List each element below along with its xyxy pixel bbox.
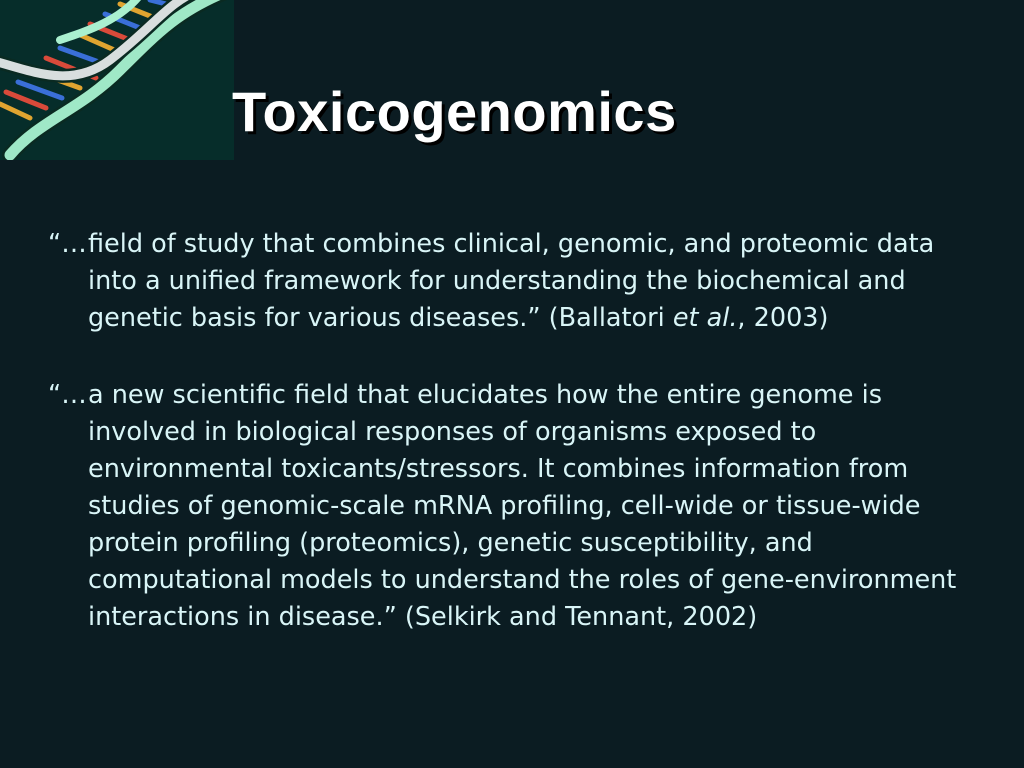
quote-text: a new scientific field that elucidates how the entire genome is involved in biological responses of organisms exposed to environmental toxicants/stressors. It combines information from studies of genomic-scale mRNA profiling, cell-wide or tissue-wide protein profiling (proteomics), genetic susceptibility, and computational models to understand the roles of gene-environment interactions in disease.” (Selkirk and Tennant, 2002)	[88, 380, 957, 632]
open-quote: “…	[48, 380, 87, 410]
slide-body	[48, 226, 978, 676]
quote-paragraph-1	[48, 226, 978, 337]
slide-title: Toxicogenomics	[232, 80, 677, 143]
citation-year: , 2003)	[737, 303, 829, 333]
open-quote: “…	[48, 229, 87, 259]
dna-helix-icon	[0, 0, 234, 160]
citation-italic: et al.	[672, 303, 738, 333]
quote-text: field of study that combines clinical, genomic, and proteomic data into a unified framework for understanding the biochemical and genetic basis for various diseases.” (Ballatori	[88, 229, 935, 333]
quote-paragraph-2	[48, 377, 978, 636]
